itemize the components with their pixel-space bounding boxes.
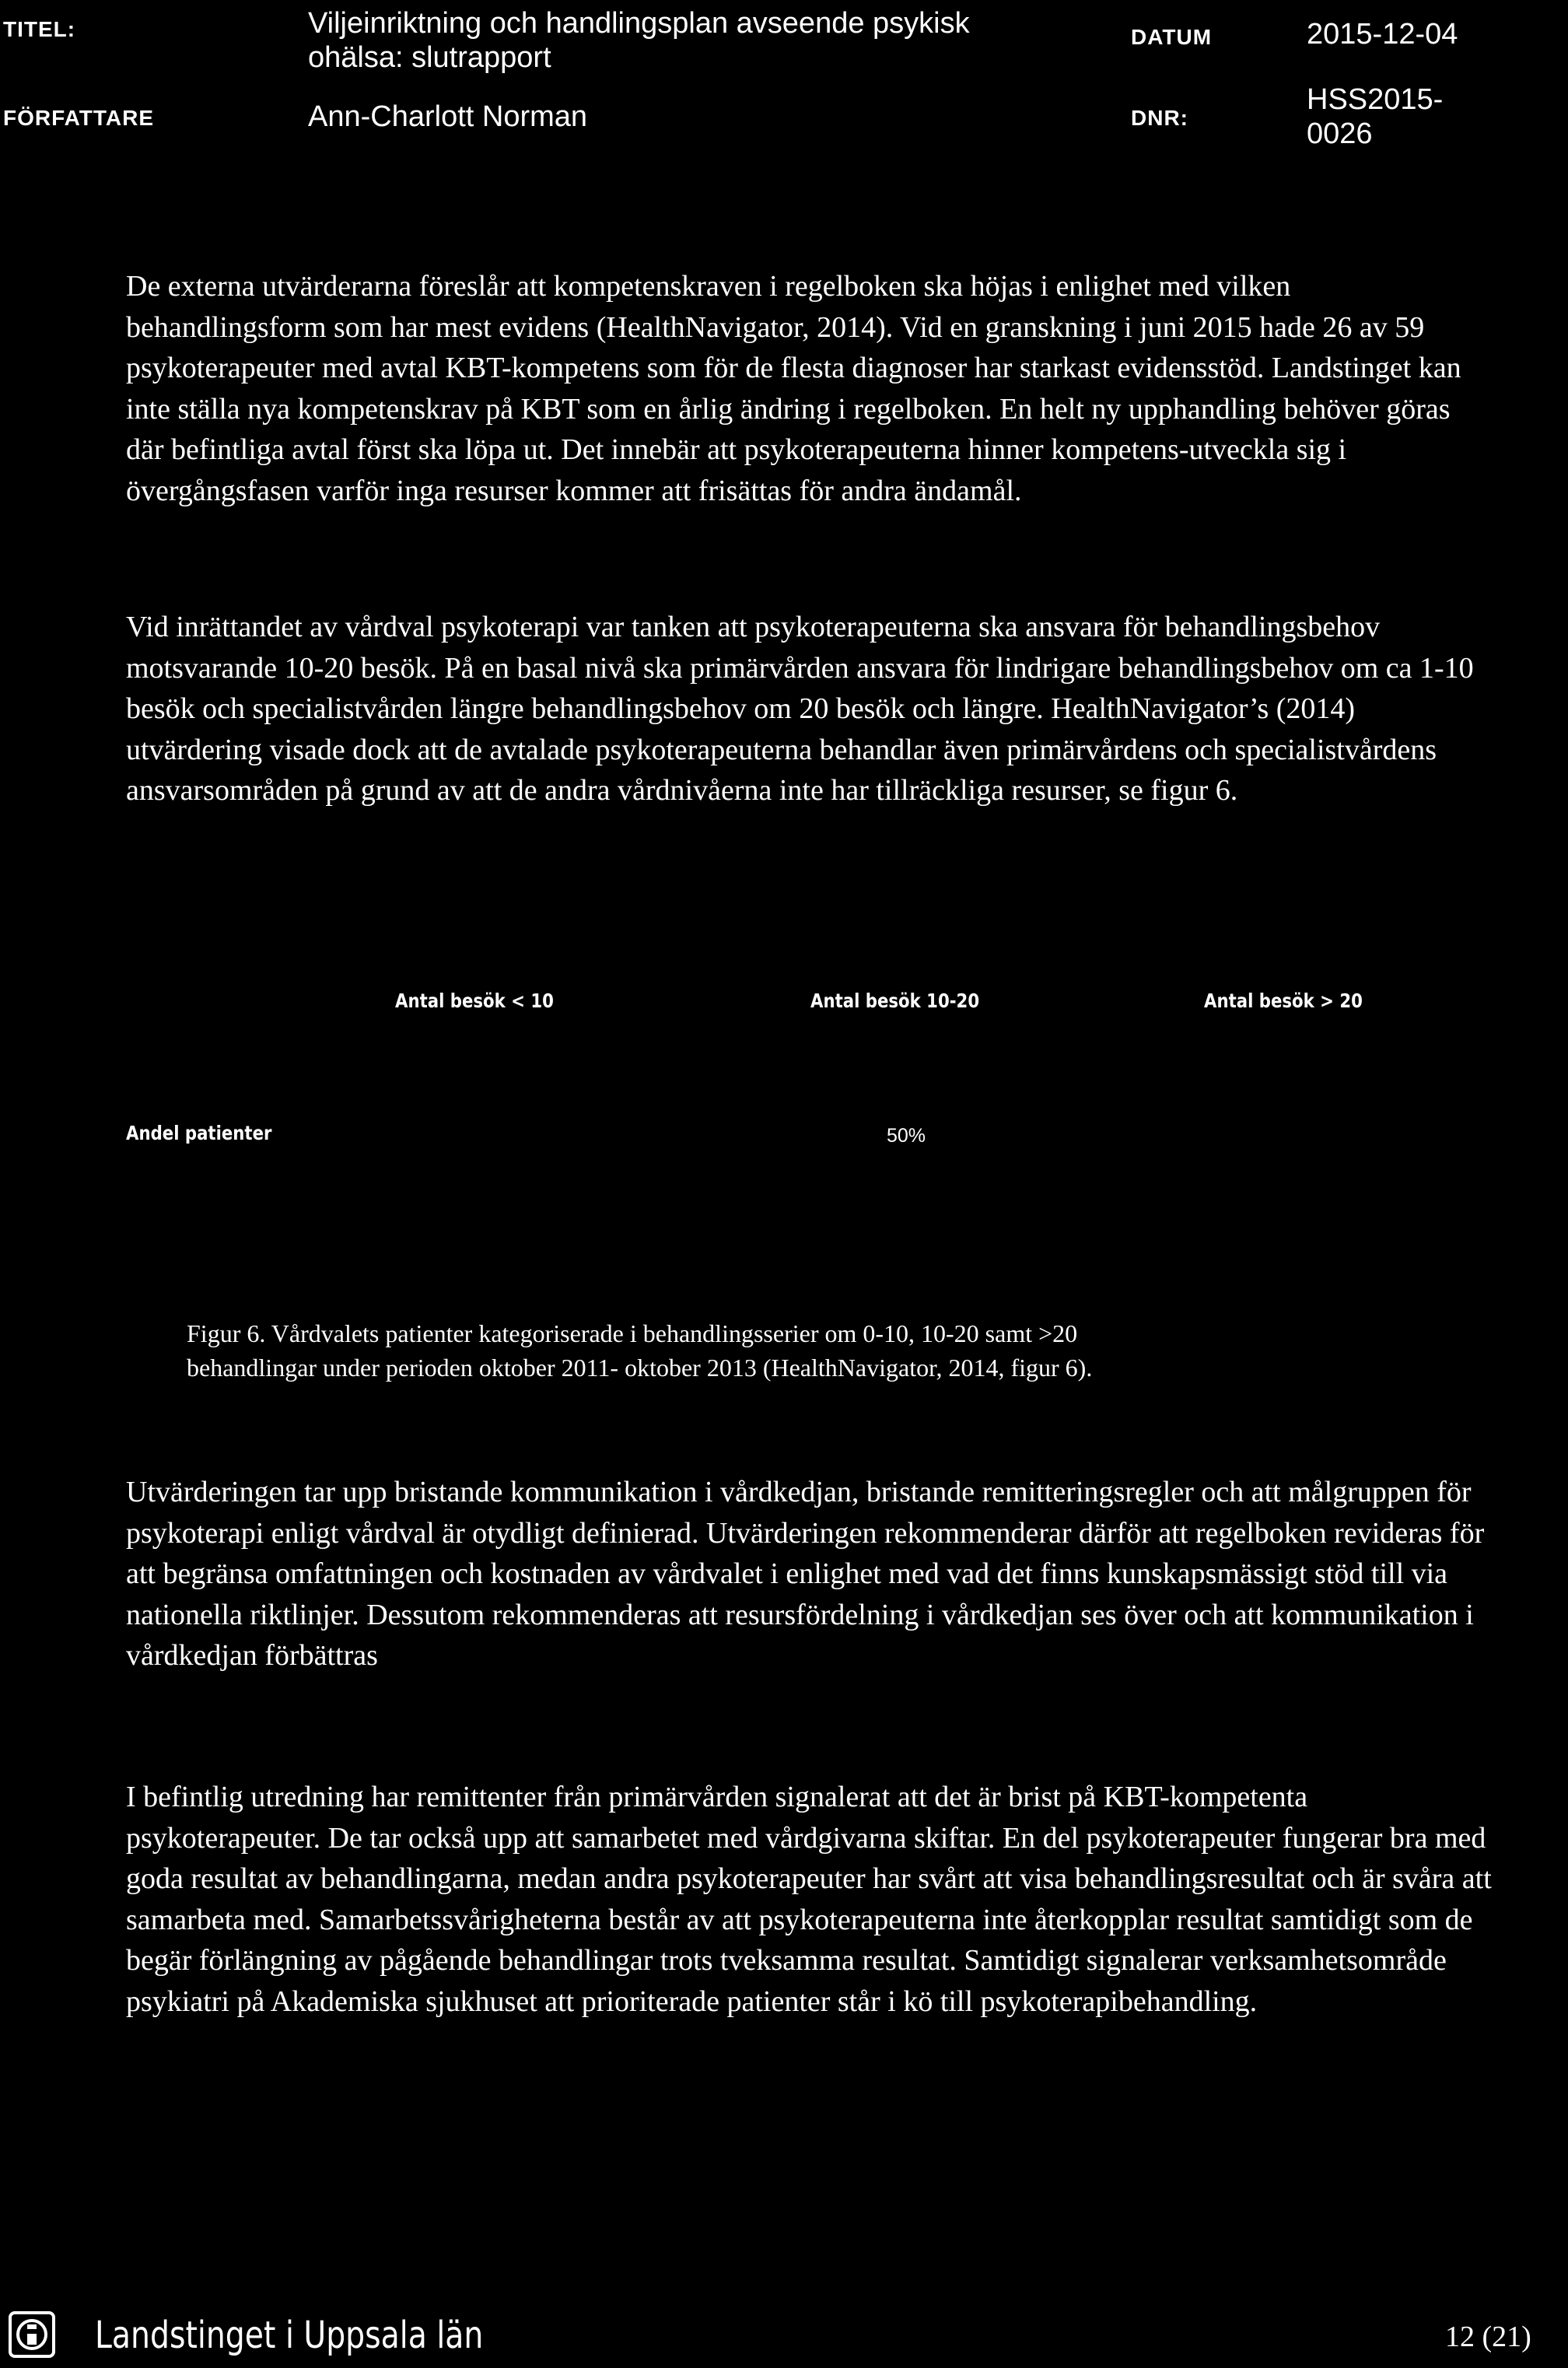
column-header-under-10: Antal besök < 10 — [395, 990, 554, 1012]
landstinget-logo-icon — [8, 2310, 56, 2359]
dnr-value-line-1: HSS2015- — [1307, 83, 1444, 116]
author-value: Ann-Charlott Norman — [308, 100, 588, 133]
dnr-value — [1307, 82, 1443, 151]
date-label: DATUM — [1131, 25, 1213, 49]
figure-caption-line-2: behandlingar under perioden oktober 2011- oktober 2013 (HealthNavigator, 2014, figur 6). — [187, 1354, 1093, 1382]
document-title-line-1: Viljeinriktning och handlingsplan avseende psykisk — [308, 7, 970, 40]
dnr-value-line-2: 0026 — [1307, 117, 1373, 150]
date-value: 2015-12-04 — [1307, 18, 1458, 51]
dnr-label: DNR: — [1131, 106, 1188, 130]
figure-caption — [187, 1316, 1400, 1385]
cell-10-20: 50% — [887, 1125, 926, 1147]
paragraph-3: Utvärderingen tar upp bristande kommunikation i vårdkedjan, bristande remitteringsregler och att målgruppen för psykoterapi enligt vårdval är otydligt definierad. Utvärderingen rekommenderar därför att regelboken revideras för att begränsa omfattningen och kostnaden av vårdvalet i enlighet med vad det finns kunskapsmässigt stöd till via nationella riktlinjer. Dessutom rekommenderas att resursfördelning i vårdkedjan ses över och att kommunikation i vårdkedjan förbättras — [126, 1476, 1485, 1672]
document-title-line-2: ohälsa: slutrapport — [308, 41, 551, 74]
paragraph-2: Vid inrättandet av vårdval psykoterapi var tanken att psykoterapeuterna ska ansvara för behandlingsbehov motsvarande 10-20 besök. På en basal nivå ska primärvården ansvara för lindrigare behandlingsbehov om ca 1-10 besök och specialistvården längre behandlingsbehov om 20 besök och längre. HealthNavigator’s (2014) utvärdering visade dock att de avtalade psykoterapeuterna behandlar även primärvårdens och specialistvårdens ansvarsområden på grund av att de andra vårdnivåerna inte har tillräckliga resurser, se figur 6. — [126, 611, 1474, 807]
column-header-over-20: Antal besök > 20 — [1204, 990, 1363, 1012]
author-label: FÖRFATTARE — [3, 106, 155, 130]
title-label: TITEL: — [3, 17, 76, 41]
paragraph-1: De externa utvärderarna föreslår att kompetenskraven i regelboken ska höjas i enlighet med vilken behandlingsform som har mest evidens (HealthNavigator, 2014). Vid en granskning i juni 2015 hade 26 av 59 psykoterapeuter med avtal KBT-kompetens som för de flesta diagnoser har starkast evidensstöd. Landstinget kan inte ställa nya kompetenskrav på KBT som en årlig ändring i regelboken. En helt ny upphandling behöver göras där befintliga avtal först ska löpa ut. Det innebär att psykoterapeuterna hinner kompetens-utveckla sig i övergångsfasen varför inga resurser kommer att frisättas för andra ändamål. — [126, 270, 1461, 507]
logo-svg — [8, 2310, 56, 2359]
document-title — [308, 6, 1086, 75]
paragraph-4: I befintlig utredning har remittenter från primärvården signalerat att det är brist på KBT-kompetenta psykoterapeuter. De tar också upp att samarbetet med vårdgivarna skiftar. En del psykoterapeuter fungerar bra med goda resultat av behandlingarna, medan andra psykoterapeuter har svårt att visa behandlingsresultat och är svåra att samarbeta med. Samarbetssvårigheterna består av att psykoterapeuterna inte återkopplar resultat samtidigt som de begär förlängning av pågående behandlingar trots tveksamma resultat. Samtidigt signalerar verksamhetsområde psykiatri på Akademiska sjukhuset att prioriterade patienter står i kö till psykoterapibehandling. — [126, 1781, 1492, 2018]
footer-brand: Landstinget i Uppsala län — [95, 2314, 484, 2357]
row-label-andel-patienter: Andel patienter — [126, 1122, 272, 1144]
column-header-10-20: Antal besök 10-20 — [810, 990, 980, 1012]
page-number: 12 (21) — [1445, 2321, 1531, 2353]
figure-caption-line-1: Figur 6. Vårdvalets patienter kategoriserade i behandlingsserier om 0-10, 10-20 samt >20 — [187, 1319, 1078, 1347]
